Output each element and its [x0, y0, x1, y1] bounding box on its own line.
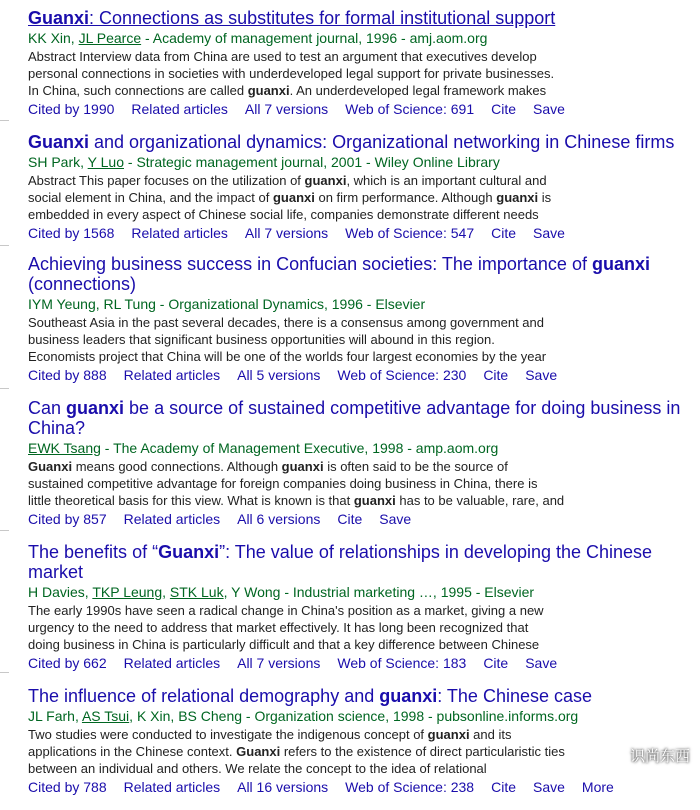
snippet-line	[28, 65, 700, 82]
result-meta	[28, 707, 700, 725]
result-item	[28, 132, 700, 242]
snippet-text: embedded in every aspect of Chinese social life, companies demonstrate different needs	[28, 207, 539, 222]
snippet-text: means good connections. Although	[72, 459, 282, 474]
result-title-link[interactable]	[28, 8, 700, 28]
snippet-line	[28, 475, 700, 492]
result-snippet	[28, 726, 700, 777]
cite-link[interactable]: Cite	[491, 779, 516, 795]
snippet-line	[28, 48, 700, 65]
title-segment: : Connections as substitutes for formal institutional support	[89, 8, 556, 28]
snippet-text: Abstract This paper focuses on the utilization of	[28, 173, 305, 188]
author-link[interactable]: JL Pearce	[78, 30, 142, 46]
result-actions	[28, 510, 700, 528]
snippet-line	[28, 619, 700, 636]
snippet-text: Two studies were conducted to investigate the indigenous concept of	[28, 727, 428, 742]
meta-text: H Davies,	[28, 584, 93, 600]
cited-by-link[interactable]: Cited by 1568	[28, 225, 115, 241]
snippet-text: doing business in China is particularly difficult and that a key difference between Chinese	[28, 637, 540, 652]
meta-text: JL Farh,	[28, 708, 82, 724]
watermark-text: 识尚东西	[629, 748, 690, 765]
cited-by-link[interactable]: Cited by 1990	[28, 101, 115, 117]
edge-divider	[0, 388, 9, 389]
search-results	[28, 8, 700, 810]
result-item	[28, 254, 700, 384]
snippet-line	[28, 82, 700, 99]
snippet-text: Economists project that China will be one of the worlds four largest economies by the year	[28, 349, 547, 364]
snippet-line	[28, 602, 700, 619]
result-snippet	[28, 458, 700, 509]
snippet-line	[28, 726, 700, 743]
result-snippet	[28, 172, 700, 223]
meta-text: SH Park,	[28, 154, 88, 170]
snippet-text: , which is an important cultural and	[346, 173, 547, 188]
highlight-term: guanxi	[427, 727, 470, 742]
snippet-line	[28, 760, 700, 777]
save-link[interactable]: Save	[533, 225, 565, 241]
highlight-term: guanxi	[272, 190, 315, 205]
meta-text: - The Academy of Management Executive, 1998 - amp.aom.org	[100, 440, 499, 456]
result-title-link[interactable]	[28, 132, 700, 152]
more-link[interactable]: More	[581, 779, 614, 795]
cited-by-link[interactable]: Cited by 788	[28, 779, 107, 795]
snippet-line	[28, 636, 700, 653]
result-snippet	[28, 48, 700, 99]
meta-text: ,	[162, 584, 170, 600]
cited-by-link[interactable]: Cited by 857	[28, 511, 107, 527]
cited-by-link[interactable]: Cited by 888	[28, 367, 107, 383]
title-segment: guanxi	[379, 686, 438, 706]
meta-text: - Strategic management journal, 2001 - Wiley Online Library	[124, 154, 500, 170]
snippet-line	[28, 492, 700, 509]
snippet-text: . An underdeveloped legal framework makes	[289, 83, 547, 98]
all-versions-link[interactable]: All 7 versions	[237, 655, 321, 671]
related-articles-link[interactable]: Related articles	[123, 655, 221, 671]
all-versions-link[interactable]: All 7 versions	[244, 225, 329, 241]
watermark	[604, 745, 690, 766]
save-link[interactable]: Save	[379, 511, 412, 527]
result-item	[28, 398, 700, 528]
title-segment: guanxi	[66, 398, 125, 418]
snippet-line	[28, 189, 700, 206]
title-segment: The influence of relational demography and	[28, 686, 380, 706]
result-item	[28, 686, 700, 796]
meta-text: IYM Yeung, RL Tung - Organizational Dynamics, 1996 - Elsevier	[28, 296, 426, 312]
related-articles-link[interactable]: Related articles	[131, 225, 228, 241]
title-segment: The benefits of “	[28, 542, 159, 562]
title-segment: Achieving business success in Confucian societies: The importance of	[28, 254, 592, 274]
snippet-line	[28, 458, 700, 475]
snippet-line	[28, 314, 700, 331]
edge-divider	[0, 530, 9, 531]
result-snippet	[28, 602, 700, 653]
snippet-text: urgency to the need to address that market effectively. It has long been recognized that	[28, 620, 529, 635]
snippet-text: In China, such connections are called	[28, 83, 248, 98]
snippet-text: The early 1990s have seen a radical change in China's position as a market, giving a new	[28, 603, 544, 618]
all-versions-link[interactable]: All 7 versions	[244, 101, 329, 117]
web-of-science-link[interactable]: Web of Science: 183	[337, 655, 467, 671]
cite-link[interactable]: Cite	[483, 367, 509, 383]
cite-link[interactable]: Cite	[491, 225, 517, 241]
meta-text: - Academy of management journal, 1996 - amj.aom.org	[141, 30, 488, 46]
snippet-text: little theoretical basis for this view. What is known is that	[28, 493, 354, 508]
edge-divider	[0, 672, 9, 673]
snippet-text: business leaders that significant business opportunities will abound in this region.	[28, 332, 495, 347]
web-of-science-link[interactable]: Web of Science: 547	[345, 225, 475, 241]
highlight-term: guanxi	[353, 493, 396, 508]
snippet-text: applications in the Chinese context.	[28, 744, 237, 759]
result-title-link[interactable]	[28, 542, 700, 582]
related-articles-link[interactable]: Related articles	[123, 511, 221, 527]
highlight-term: guanxi	[247, 83, 290, 98]
title-segment: : The Chinese case	[437, 686, 593, 706]
save-link[interactable]: Save	[525, 367, 558, 383]
cited-by-link[interactable]: Cited by 662	[28, 655, 107, 671]
snippet-text: and its	[469, 727, 512, 742]
snippet-text: social element in China, and the impact of	[28, 190, 273, 205]
result-actions	[28, 778, 700, 796]
meta-text: , K Xin, BS Cheng - Organization science, 1998 - pubsonline.informs.org	[129, 708, 579, 724]
title-segment: ”: The value of relationships in developing the Chinese market	[28, 542, 653, 582]
snippet-line	[28, 348, 700, 365]
meta-text: KK Xin,	[28, 30, 79, 46]
web-of-science-link[interactable]: Web of Science: 238	[345, 779, 475, 795]
related-articles-link[interactable]: Related articles	[123, 367, 221, 383]
snippet-text: refers to the existence of direct particularistic ties	[280, 744, 565, 759]
result-meta	[28, 295, 700, 313]
save-link[interactable]: Save	[533, 779, 565, 795]
wechat-icon	[604, 747, 626, 765]
snippet-text: sustained competitive advantage for foreign companies doing business in China, there is	[28, 476, 538, 491]
result-item	[28, 542, 700, 672]
snippet-line	[28, 172, 700, 189]
title-segment: (connections)	[28, 274, 137, 294]
save-link[interactable]: Save	[533, 101, 565, 117]
snippet-text: is	[538, 190, 552, 205]
save-link[interactable]: Save	[525, 655, 558, 671]
related-articles-link[interactable]: Related articles	[131, 101, 228, 117]
all-versions-link[interactable]: All 16 versions	[237, 779, 329, 795]
author-link[interactable]: TKP Leung	[92, 584, 163, 600]
edge-divider	[0, 120, 9, 121]
title-segment: Guanxi	[28, 132, 90, 152]
web-of-science-link[interactable]: Web of Science: 230	[337, 367, 467, 383]
highlight-term: guanxi	[281, 459, 324, 474]
author-link[interactable]: EWK Tsang	[28, 440, 101, 456]
title-segment: Can	[28, 398, 67, 418]
snippet-line	[28, 206, 700, 223]
result-actions	[28, 100, 700, 118]
highlight-term: guanxi	[304, 173, 347, 188]
result-snippet	[28, 314, 700, 365]
result-meta	[28, 583, 700, 601]
edge-divider	[0, 245, 9, 246]
all-versions-link[interactable]: All 6 versions	[237, 511, 321, 527]
snippet-text: between an individual and others. We relate the concept to the idea of relational	[28, 761, 487, 776]
result-meta	[28, 29, 700, 47]
author-link[interactable]: Y Luo	[87, 154, 124, 170]
snippet-text: on firm performance. Although	[314, 190, 497, 205]
snippet-text: personal connections in societies with underdeveloped legal support for private businesses.	[28, 66, 555, 81]
result-title-link[interactable]	[28, 686, 700, 706]
title-segment: and organizational dynamics: Organizational networking in Chinese firms	[89, 132, 675, 152]
result-actions	[28, 654, 700, 672]
snippet-text: has to be valuable, rare, and	[395, 493, 565, 508]
result-actions	[28, 366, 700, 384]
author-link[interactable]: AS Tsui	[81, 708, 130, 724]
web-of-science-link[interactable]: Web of Science: 691	[345, 101, 475, 117]
result-meta	[28, 439, 700, 457]
title-segment: Guanxi	[28, 8, 90, 28]
related-articles-link[interactable]: Related articles	[123, 779, 221, 795]
snippet-line	[28, 743, 700, 760]
title-segment: guanxi	[591, 254, 650, 274]
author-link[interactable]: STK Luk	[169, 584, 224, 600]
snippet-line	[28, 331, 700, 348]
all-versions-link[interactable]: All 5 versions	[237, 367, 321, 383]
result-title-link[interactable]	[28, 398, 700, 438]
title-segment: be a source of sustained competitive advantage for doing business in China?	[28, 398, 681, 438]
cite-link[interactable]: Cite	[491, 101, 517, 117]
meta-text: , Y Wong - Industrial marketing …, 1995 - Elsevier	[223, 584, 535, 600]
result-actions	[28, 224, 700, 242]
cite-link[interactable]: Cite	[483, 655, 509, 671]
highlight-term: Guanxi	[28, 459, 73, 474]
result-meta	[28, 153, 700, 171]
cite-link[interactable]: Cite	[337, 511, 363, 527]
snippet-text: is often said to be the source of	[323, 459, 508, 474]
result-item	[28, 8, 700, 118]
highlight-term: guanxi	[496, 190, 539, 205]
result-title-link[interactable]	[28, 254, 700, 294]
title-segment: Guanxi	[158, 542, 220, 562]
snippet-text: Southeast Asia in the past several decades, there is a consensus among government and	[28, 315, 544, 330]
highlight-term: Guanxi	[236, 744, 281, 759]
snippet-text: Abstract Interview data from China are used to test an argument that executives develop	[28, 49, 537, 64]
